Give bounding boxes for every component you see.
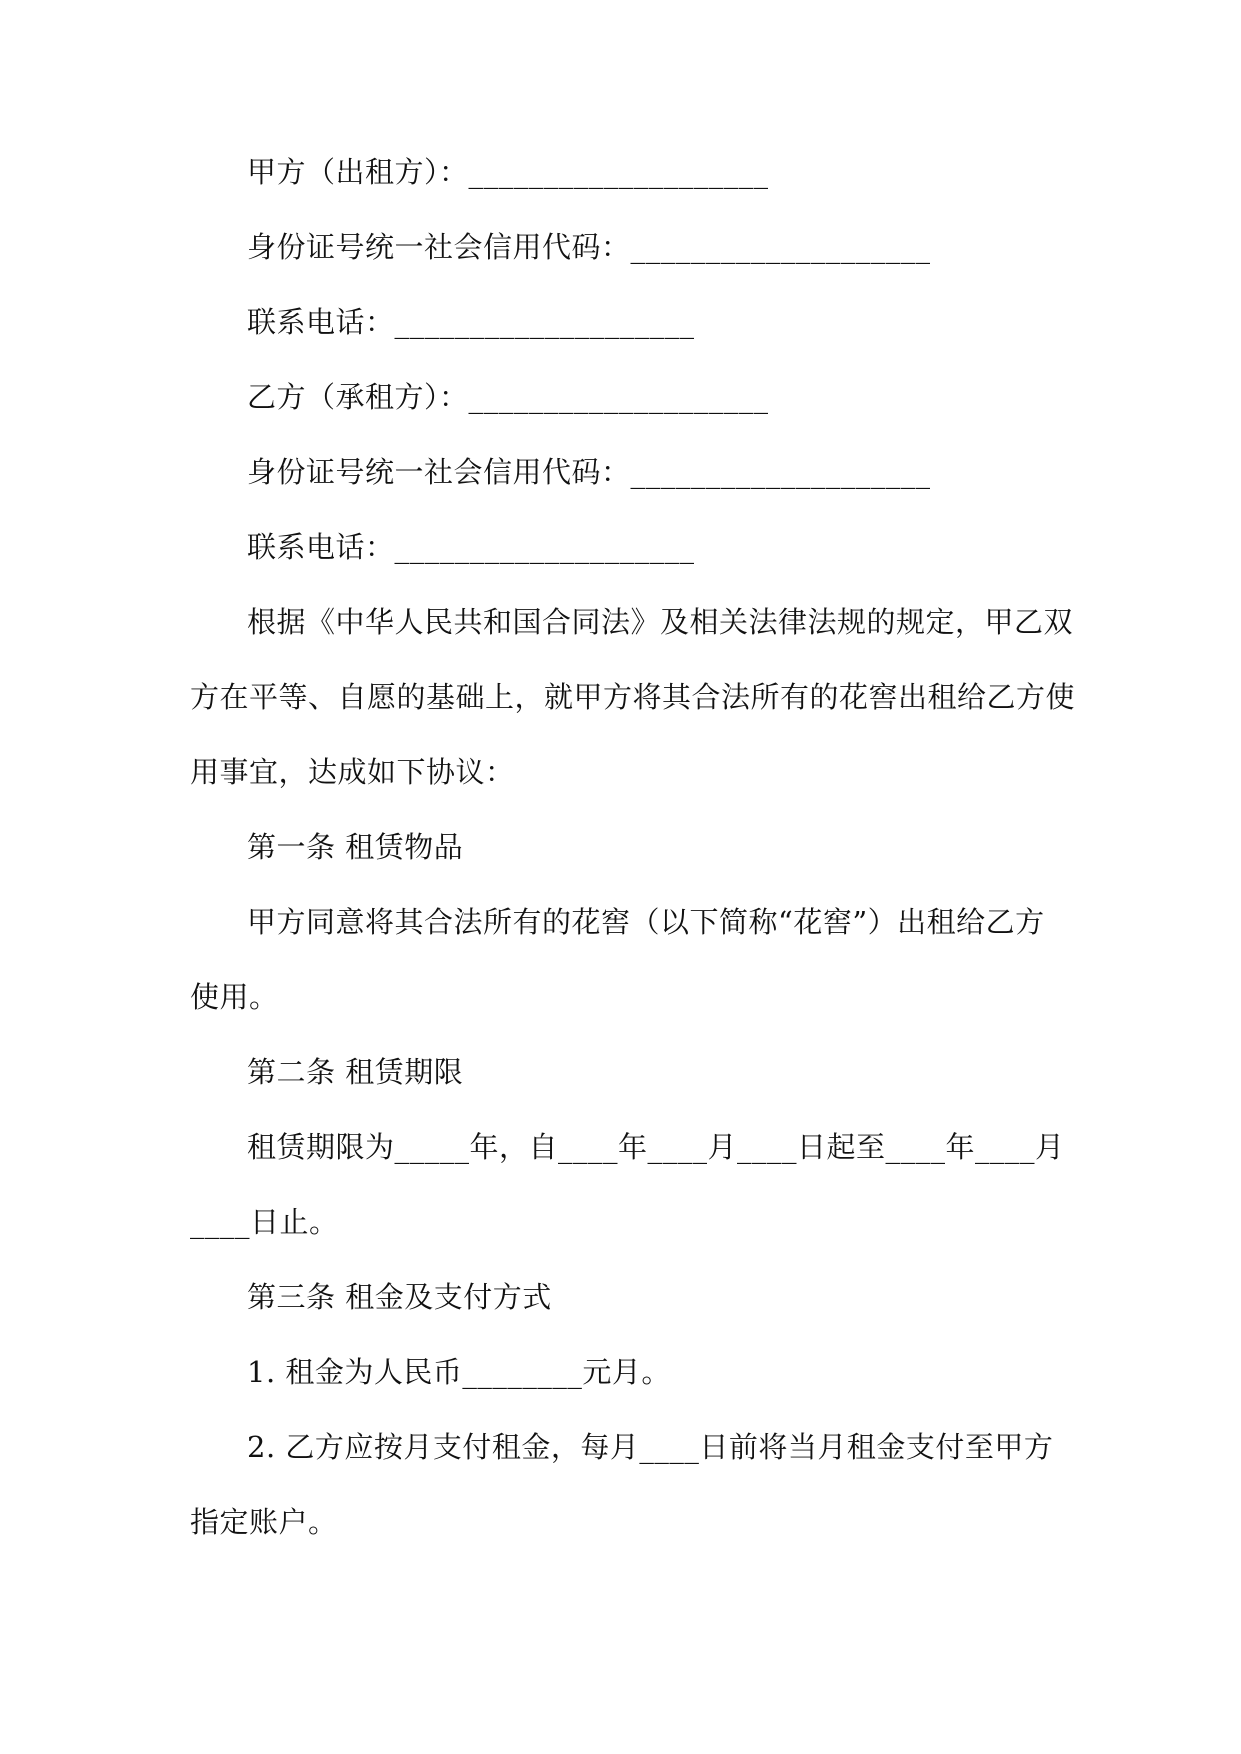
party-b-phone-line: 联系电话：____________________ — [247, 530, 695, 564]
article-3-heading: 第三条 租金及支付方式 — [247, 1280, 552, 1314]
article-2-heading: 第二条 租赁期限 — [247, 1055, 464, 1089]
article-3-item-2-line-1: 2. 乙方应按月支付租金，每月____日前将当月租金支付至甲方 — [247, 1430, 1054, 1464]
article-1-heading: 第一条 租赁物品 — [247, 830, 464, 864]
party-a-phone-line: 联系电话：____________________ — [247, 305, 695, 339]
article-2-text-line-2: ____日止。 — [190, 1205, 339, 1239]
party-a-id-line: 身份证号统一社会信用代码：____________________ — [247, 230, 931, 264]
article-1-text-line-1: 甲方同意将其合法所有的花窖（以下简称“花窖”）出租给乙方 — [247, 905, 1045, 939]
preamble-line-3: 用事宜，达成如下协议： — [190, 755, 515, 789]
party-a-lessor-line: 甲方（出租方）：____________________ — [247, 155, 769, 189]
article-3-item-2-line-2: 指定账户。 — [190, 1505, 338, 1539]
preamble-line-2: 方在平等、自愿的基础上，就甲方将其合法所有的花窖出租给乙方使 — [190, 680, 1076, 714]
preamble-line-1: 根据《中华人民共和国合同法》及相关法律法规的规定，甲乙双 — [247, 605, 1074, 639]
party-b-id-line: 身份证号统一社会信用代码：____________________ — [247, 455, 931, 489]
article-1-text-line-2: 使用。 — [190, 980, 279, 1014]
article-2-text-line-1: 租赁期限为_____年，自____年____月____日起至____年____月 — [247, 1130, 1065, 1164]
party-b-lessee-line: 乙方（承租方）：____________________ — [247, 380, 769, 414]
article-3-item-1: 1. 租金为人民币________元月。 — [247, 1355, 671, 1389]
